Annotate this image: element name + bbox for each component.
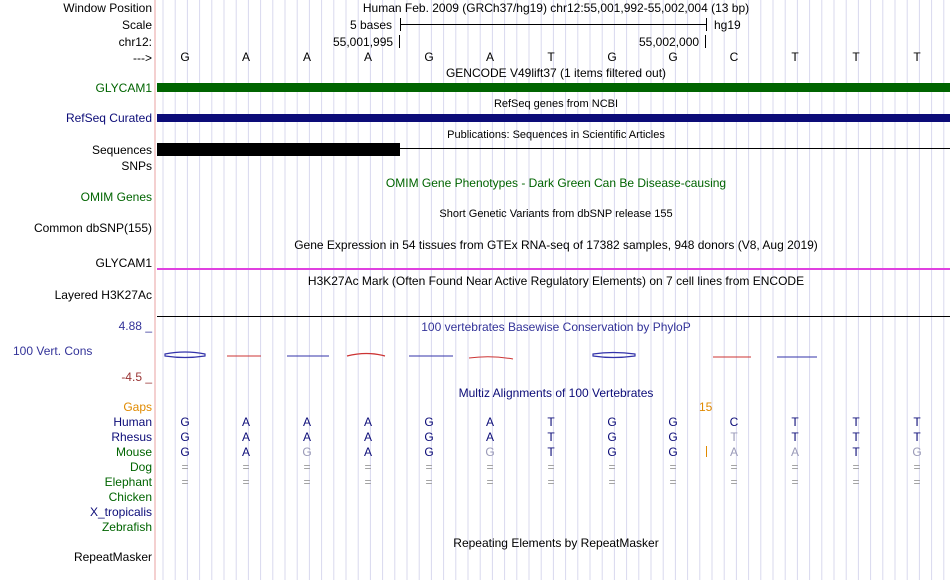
window-position-label: Window Position xyxy=(63,1,152,15)
alignment-base: G xyxy=(607,430,617,444)
alignment-base: G xyxy=(607,415,617,429)
alignment-base: = xyxy=(669,460,677,474)
alignment-base: A xyxy=(363,415,372,429)
base-letter: G xyxy=(607,50,617,64)
alignment-base: = xyxy=(913,475,921,489)
species-label-zebrafish[interactable]: Zebrafish xyxy=(101,520,152,534)
publication-sequence-line xyxy=(400,148,950,149)
species-label-x-tropicalis[interactable]: X_tropicalis xyxy=(89,505,152,519)
alignment-base: = xyxy=(303,460,311,474)
alignment-base: G xyxy=(424,445,434,459)
alignment-base: = xyxy=(242,460,250,474)
scale-bar xyxy=(400,24,706,25)
species-label-rhesus[interactable]: Rhesus xyxy=(111,430,152,444)
alignment-base: = xyxy=(181,460,189,474)
species-label-chicken[interactable]: Chicken xyxy=(108,490,152,504)
alignment-base: = xyxy=(608,475,616,489)
coordinate-left: 55,001,995 xyxy=(333,35,394,49)
gaps-label[interactable]: Gaps xyxy=(123,400,152,414)
omim-track-label[interactable]: OMIM Genes xyxy=(80,190,152,204)
publications-track-label[interactable]: Sequences xyxy=(91,143,152,157)
gap-count-label: 15 xyxy=(699,400,713,414)
base-letter: A xyxy=(241,50,250,64)
alignment-base: T xyxy=(852,430,860,444)
alignment-base: T xyxy=(547,415,555,429)
alignment-base: A xyxy=(241,430,250,444)
scale-bar-tick-left xyxy=(400,18,401,31)
conservation-min-label: -4.5 _ xyxy=(121,370,152,384)
gencode-track-title[interactable]: GENCODE V49lift37 (1 items filtered out) xyxy=(445,66,667,80)
refseq-gene-feature[interactable] xyxy=(157,114,950,122)
alignment-base: A xyxy=(485,430,494,444)
alignment-base: C xyxy=(729,415,739,429)
alignment-base: T xyxy=(547,445,555,459)
alignment-base: = xyxy=(486,475,494,489)
conservation-track-label[interactable]: 100 Vert. Cons xyxy=(13,344,93,358)
alignment-base: = xyxy=(364,475,372,489)
alignment-base: T xyxy=(852,415,860,429)
publications-track-title[interactable]: Publications: Sequences in Scientific Articles xyxy=(447,129,665,141)
base-letter: G xyxy=(424,50,434,64)
scale-bar-text: 5 bases xyxy=(350,18,393,32)
refseq-track-title[interactable]: RefSeq genes from NCBI xyxy=(493,98,619,110)
repeatmasker-track-label[interactable]: RepeatMasker xyxy=(73,550,152,564)
scale-db-label: hg19 xyxy=(714,18,741,32)
alignment-base: A xyxy=(241,415,250,429)
alignment-base: T xyxy=(852,445,860,459)
scale-label: Scale xyxy=(121,18,152,32)
h3k27ac-track-label[interactable]: Layered H3K27Ac xyxy=(54,288,152,302)
alignment-base: = xyxy=(425,475,433,489)
species-label-mouse[interactable]: Mouse xyxy=(115,445,152,459)
alignment-base: G xyxy=(180,445,190,459)
alignment-base: T xyxy=(913,430,921,444)
base-letter: T xyxy=(852,50,860,64)
gap-marker xyxy=(706,446,707,457)
base-letter: T xyxy=(791,50,799,64)
alignment-base: = xyxy=(181,475,189,489)
alignment-base: = xyxy=(608,460,616,474)
base-letter: T xyxy=(913,50,921,64)
scale-bar-tick-right xyxy=(706,18,707,31)
alignment-base: = xyxy=(791,460,799,474)
base-letter: G xyxy=(180,50,190,64)
alignment-base: A xyxy=(729,445,738,459)
alignment-base: T xyxy=(791,415,799,429)
alignment-base: = xyxy=(852,475,860,489)
dbsnp-track-title[interactable]: Short Genetic Variants from dbSNP release 155 xyxy=(439,208,673,220)
alignment-base: = xyxy=(669,475,677,489)
alignment-base: A xyxy=(485,415,494,429)
alignment-base: G xyxy=(912,445,922,459)
base-letter: A xyxy=(485,50,494,64)
assembly-position-title: Human Feb. 2009 (GRCh37/hg19) chr12:55,001,992-55,002,004 (13 bp) xyxy=(362,1,750,15)
h3k27ac-track-title[interactable]: H3K27Ac Mark (Often Found Near Active Regulatory Elements) on 7 cell lines from ENCODE xyxy=(307,274,805,288)
alignment-base: G xyxy=(180,430,190,444)
gtex-expression-line[interactable] xyxy=(157,268,950,270)
dbsnp-track-label[interactable]: Common dbSNP(155) xyxy=(33,221,152,235)
base-letter: T xyxy=(547,50,555,64)
alignment-base: A xyxy=(363,445,372,459)
publication-sequence-block[interactable] xyxy=(157,143,400,156)
alignment-base: G xyxy=(668,415,678,429)
conservation-signal[interactable] xyxy=(157,345,950,365)
alignment-base: G xyxy=(668,430,678,444)
alignment-base: = xyxy=(913,460,921,474)
h3k27ac-baseline xyxy=(157,316,950,317)
gtex-track-title[interactable]: Gene Expression in 54 tissues from GTEx RNA-seq of 17382 samples, 948 donors (V8, Aug 2019) xyxy=(294,238,818,252)
alignment-base: T xyxy=(730,430,738,444)
coordinate-tick-left xyxy=(399,35,400,48)
alignment-base: A xyxy=(302,415,311,429)
base-letter: A xyxy=(363,50,372,64)
coordinate-right: 55,002,000 xyxy=(639,35,700,49)
alignment-base: A xyxy=(363,430,372,444)
base-letter: G xyxy=(668,50,678,64)
chrom-label: chr12: xyxy=(118,35,152,49)
alignment-base: G xyxy=(424,430,434,444)
alignment-base: = xyxy=(303,475,311,489)
alignment-base: G xyxy=(180,415,190,429)
species-label-dog[interactable]: Dog xyxy=(129,460,152,474)
snps-track-label[interactable]: SNPs xyxy=(121,159,152,173)
conservation-max-label: 4.88 _ xyxy=(118,319,152,333)
base-letter: A xyxy=(302,50,311,64)
omim-track-title[interactable]: OMIM Gene Phenotypes - Dark Green Can Be Disease-causing xyxy=(385,176,727,190)
strand-arrow-label: ---> xyxy=(133,51,152,65)
base-letter: C xyxy=(729,50,739,64)
alignment-base: = xyxy=(791,475,799,489)
coordinate-tick-right xyxy=(705,35,706,48)
alignment-base: G xyxy=(607,445,617,459)
gencode-gene-label[interactable]: GLYCAM1 xyxy=(95,81,152,95)
alignment-base: T xyxy=(791,430,799,444)
alignment-base: G xyxy=(302,445,312,459)
alignment-base: = xyxy=(547,460,555,474)
alignment-base: A xyxy=(241,445,250,459)
alignment-base: G xyxy=(668,445,678,459)
multiz-track-title[interactable]: Multiz Alignments of 100 Vertebrates xyxy=(458,386,654,400)
alignment-base: = xyxy=(547,475,555,489)
species-label-elephant[interactable]: Elephant xyxy=(104,475,152,489)
alignment-base: = xyxy=(852,460,860,474)
gtex-track-label[interactable]: GLYCAM1 xyxy=(95,256,152,270)
conservation-track-title[interactable]: 100 vertebrates Basewise Conservation by PhyloP xyxy=(421,320,691,334)
refseq-track-label[interactable]: RefSeq Curated xyxy=(65,111,152,125)
alignment-base: = xyxy=(730,475,738,489)
alignment-base: = xyxy=(486,460,494,474)
alignment-base: = xyxy=(242,475,250,489)
alignment-base: A xyxy=(790,445,799,459)
species-label-human[interactable]: Human xyxy=(113,415,152,429)
repeatmasker-track-title[interactable]: Repeating Elements by RepeatMasker xyxy=(453,536,659,550)
alignment-base: = xyxy=(364,460,372,474)
alignment-base: = xyxy=(730,460,738,474)
alignment-base: G xyxy=(485,445,495,459)
alignment-base: T xyxy=(547,430,555,444)
alignment-base: G xyxy=(424,415,434,429)
alignment-base: A xyxy=(302,430,311,444)
gencode-gene-feature[interactable] xyxy=(157,83,950,92)
alignment-base: T xyxy=(913,415,921,429)
alignment-base: = xyxy=(425,460,433,474)
